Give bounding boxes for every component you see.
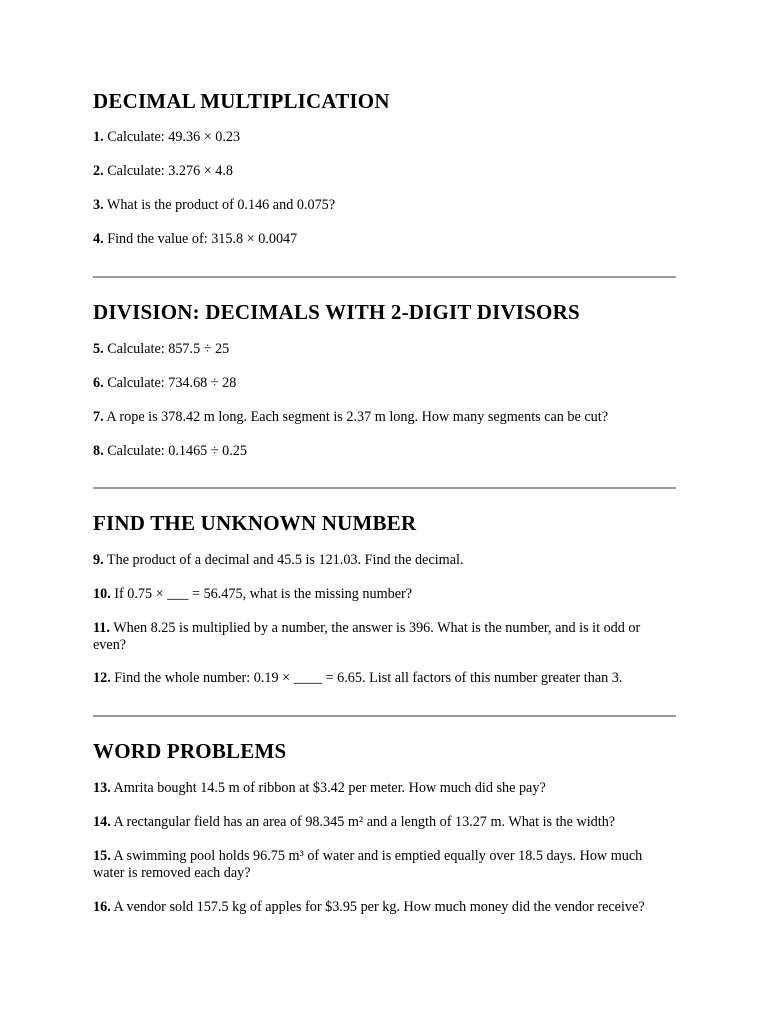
question-14 bbox=[93, 814, 676, 831]
question-number: 2. bbox=[93, 163, 104, 179]
question-text: A vendor sold 157.5 kg of apples for $3.95 per kg. How much money did the vendor receive? bbox=[110, 899, 645, 915]
question-number: 6. bbox=[93, 375, 104, 391]
question-text: Amrita bought 14.5 m of ribbon at $3.42 per meter. How much did she pay? bbox=[110, 780, 546, 796]
question-number: 7. bbox=[93, 409, 104, 425]
question-text: Calculate: 49.36 × 0.23 bbox=[103, 129, 241, 145]
question-text: Calculate: 857.5 ÷ 25 bbox=[103, 341, 230, 357]
question-text: Calculate: 734.68 ÷ 28 bbox=[103, 375, 237, 391]
section-divider bbox=[93, 715, 676, 717]
question-text: When 8.25 is multiplied by a number, the answer is 396. What is the number, and is it odd or even? bbox=[93, 620, 641, 653]
question-text: Find the whole number: 0.19 × ____ = 6.65. List all factors of this number greater than 3. bbox=[110, 670, 623, 686]
question-3 bbox=[93, 197, 676, 214]
question-number: 10. bbox=[93, 586, 111, 602]
section-title-find-unknown-number: FIND THE UNKNOWN NUMBER bbox=[93, 511, 417, 535]
question-1 bbox=[93, 129, 676, 146]
section-title-division-decimals: DIVISION: DECIMALS WITH 2-DIGIT DIVISORS bbox=[93, 300, 580, 324]
question-number: 9. bbox=[93, 552, 104, 568]
question-7 bbox=[93, 409, 676, 426]
section-title-word-problems: WORD PROBLEMS bbox=[93, 739, 287, 763]
question-text: A swimming pool holds 96.75 m³ of water and is emptied equally over 18.5 days. How much water is removed each day? bbox=[93, 848, 643, 881]
question-2 bbox=[93, 163, 676, 180]
question-number: 16. bbox=[93, 899, 111, 915]
section-divider bbox=[93, 276, 676, 278]
question-10 bbox=[93, 586, 676, 603]
question-4 bbox=[93, 231, 676, 248]
question-text: The product of a decimal and 45.5 is 121.03. Find the decimal. bbox=[103, 552, 464, 568]
question-6 bbox=[93, 375, 676, 392]
question-text: Calculate: 0.1465 ÷ 0.25 bbox=[103, 443, 247, 459]
question-16 bbox=[93, 899, 676, 916]
question-text: Find the value of: 315.8 × 0.0047 bbox=[103, 231, 298, 247]
question-number: 4. bbox=[93, 231, 104, 247]
question-number: 14. bbox=[93, 814, 111, 830]
question-number: 15. bbox=[93, 848, 111, 864]
section-divider bbox=[93, 487, 676, 489]
question-number: 5. bbox=[93, 341, 104, 357]
question-13 bbox=[93, 780, 676, 797]
question-15 bbox=[93, 848, 676, 882]
question-number: 3. bbox=[93, 197, 104, 213]
question-11 bbox=[93, 620, 676, 654]
question-text: A rope is 378.42 m long. Each segment is 2.37 m long. How many segments can be cut? bbox=[103, 409, 609, 425]
question-text: If 0.75 × ___ = 56.475, what is the missing number? bbox=[110, 586, 413, 602]
section-title-decimal-multiplication: DECIMAL MULTIPLICATION bbox=[93, 89, 390, 113]
question-8 bbox=[93, 443, 676, 460]
question-number: 12. bbox=[93, 670, 111, 686]
question-12 bbox=[93, 670, 676, 687]
question-text: Calculate: 3.276 × 4.8 bbox=[103, 163, 233, 179]
question-number: 11. bbox=[93, 620, 110, 636]
question-text: A rectangular field has an area of 98.345 m² and a length of 13.27 m. What is the width? bbox=[110, 814, 616, 830]
question-9 bbox=[93, 552, 676, 569]
question-5 bbox=[93, 341, 676, 358]
question-number: 1. bbox=[93, 129, 104, 145]
question-number: 13. bbox=[93, 780, 111, 796]
question-number: 8. bbox=[93, 443, 104, 459]
question-text: What is the product of 0.146 and 0.075? bbox=[103, 197, 336, 213]
